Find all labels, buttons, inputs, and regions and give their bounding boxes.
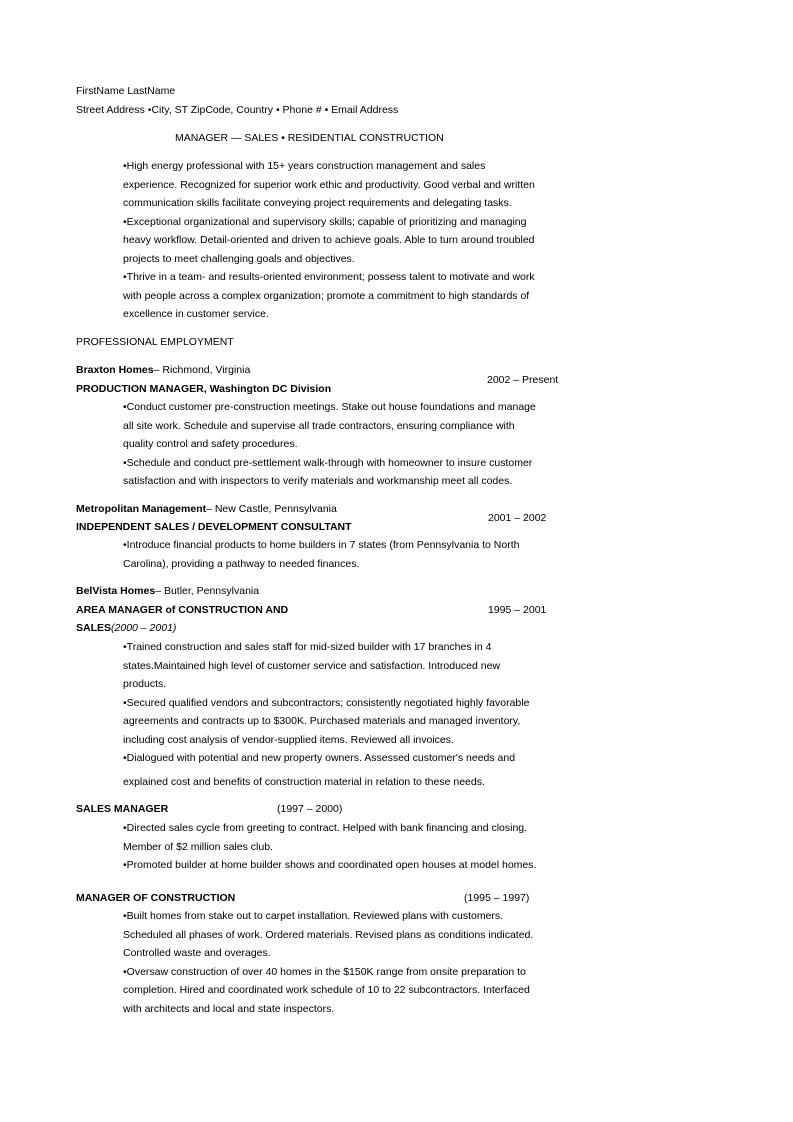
job-title-part: SALES [76, 622, 112, 634]
job-dates: 1995 – 2001 [488, 604, 547, 616]
role-title: MANAGER OF CONSTRUCTION [76, 892, 236, 904]
summary-line: heavy workflow. Detail-oriented and driven to achieve goals. Able to turn around troubled [123, 234, 535, 246]
job-company-line [76, 584, 259, 598]
job-company-line [76, 502, 337, 516]
job-line: quality control and safety procedures. [123, 438, 298, 450]
job-company-line [76, 363, 250, 377]
summary-block [123, 157, 553, 324]
job-line: •Secured qualified vendors and subcontractors; consistently negotiated highly favorable [123, 696, 530, 709]
company-name: BelVista Homes [76, 585, 156, 597]
company-location: – Richmond, Virginia [153, 364, 251, 376]
job-line: including cost analysis of vendor-supplied items. Reviewed all invoices. [123, 733, 454, 746]
contact-line: Street Address •City, ST ZipCode, Country • Phone # • Email Address [76, 104, 399, 116]
company-name: Braxton Homes [76, 364, 154, 376]
job-title: AREA MANAGER of CONSTRUCTION AND [76, 604, 289, 616]
job-line: •Dialogued with potential and new property owners. Assessed customer's needs and [123, 752, 516, 764]
job-line: satisfaction and with inspectors to verify materials and workmanship meet all codes. [123, 475, 513, 487]
job-line: •Conduct customer pre-construction meetings. Stake out house foundations and manage [123, 401, 536, 413]
role-line: Controlled waste and overages. [123, 947, 271, 959]
role-line: Scheduled all phases of work. Ordered materials. Revised plans as conditions indicated. [123, 928, 534, 941]
job-bullets [123, 536, 553, 573]
job-line: •Trained construction and sales staff for mid-sized builder with 17 branches in 4 [123, 641, 492, 653]
candidate-name: FirstName LastName [76, 85, 176, 97]
role-dates: (1997 – 2000) [277, 803, 343, 815]
job-line: •Schedule and conduct pre-settlement walk-through with homeowner to insure customer [123, 456, 533, 469]
summary-line: projects to meet challenging goals and objectives. [123, 252, 355, 265]
job-line: products. [123, 678, 167, 690]
job-line: agreements and contracts up to $300K. Purchased materials and managed inventory, [123, 715, 521, 727]
summary-line: experience. Recognized for superior work ethic and productivity. Good verbal and written [123, 178, 535, 191]
section-title: PROFESSIONAL EMPLOYMENT [76, 336, 234, 348]
role-line: Member of $2 million sales club. [123, 840, 273, 853]
job-line: explained cost and benefits of construction material in relation to these needs. [123, 776, 485, 788]
headline: MANAGER — SALES • RESIDENTIAL CONSTRUCTION [175, 132, 444, 144]
summary-line: •High energy professional with 15+ years construction management and sales [123, 160, 486, 172]
job-dates: 2002 – Present [487, 374, 559, 386]
summary-line: communication skills facilitate conveying project requirements and delegating tasks. [123, 197, 512, 209]
summary-line: •Thrive in a team- and results-oriented environment; possess talent to motivate and work [123, 271, 535, 283]
company-name: Metropolitan Management [76, 503, 207, 515]
role-dates: (1995 – 1997) [464, 892, 530, 904]
job-title: PRODUCTION MANAGER, Washington DC Division [76, 383, 332, 395]
job-title-continued [76, 621, 176, 635]
role-line: with architects and local and state inspectors. [123, 1002, 335, 1015]
job-line: states.Maintained high level of customer service and satisfaction. Introduced new [123, 659, 501, 672]
job-title: INDEPENDENT SALES / DEVELOPMENT CONSULTANT [76, 521, 352, 533]
summary-line: •Exceptional organizational and supervisory skills; capable of prioritizing and managing [123, 215, 527, 228]
summary-line: with people across a complex organization; promote a commitment to high standards of [123, 289, 530, 302]
job-line: all site work. Schedule and supervise all trade contractors, ensuring compliance with [123, 419, 515, 432]
role-bullets [123, 819, 553, 875]
company-location: – New Castle, Pennsylvania [206, 503, 337, 515]
company-location: – Butler, Pennsylvania [155, 585, 260, 597]
job-line: •Introduce financial products to home builders in 7 states (from Pennsylvania to North [123, 539, 520, 551]
role-line: •Oversaw construction of over 40 homes in the $150K range from onsite preparation to [123, 965, 526, 978]
role-bullets [123, 907, 553, 1018]
job-dates: 2001 – 2002 [488, 512, 547, 524]
role-title: SALES MANAGER [76, 803, 169, 815]
summary-line: excellence in customer service. [123, 308, 269, 320]
role-line: •Built homes from stake out to carpet installation. Reviewed plans with customers. [123, 910, 504, 922]
job-title-dates: (2000 – 2001) [111, 622, 177, 634]
job-bullets [123, 398, 553, 491]
job-bullets [123, 638, 553, 768]
job-line: Carolina), providing a pathway to needed finances. [123, 557, 360, 570]
role-line: completion. Hired and coordinated work schedule of 10 to 22 subcontractors. Interfaced [123, 984, 530, 996]
role-line: •Directed sales cycle from greeting to contract. Helped with bank financing and closing. [123, 822, 528, 834]
role-line: •Promoted builder at home builder shows and coordinated open houses at model homes. [123, 859, 537, 871]
